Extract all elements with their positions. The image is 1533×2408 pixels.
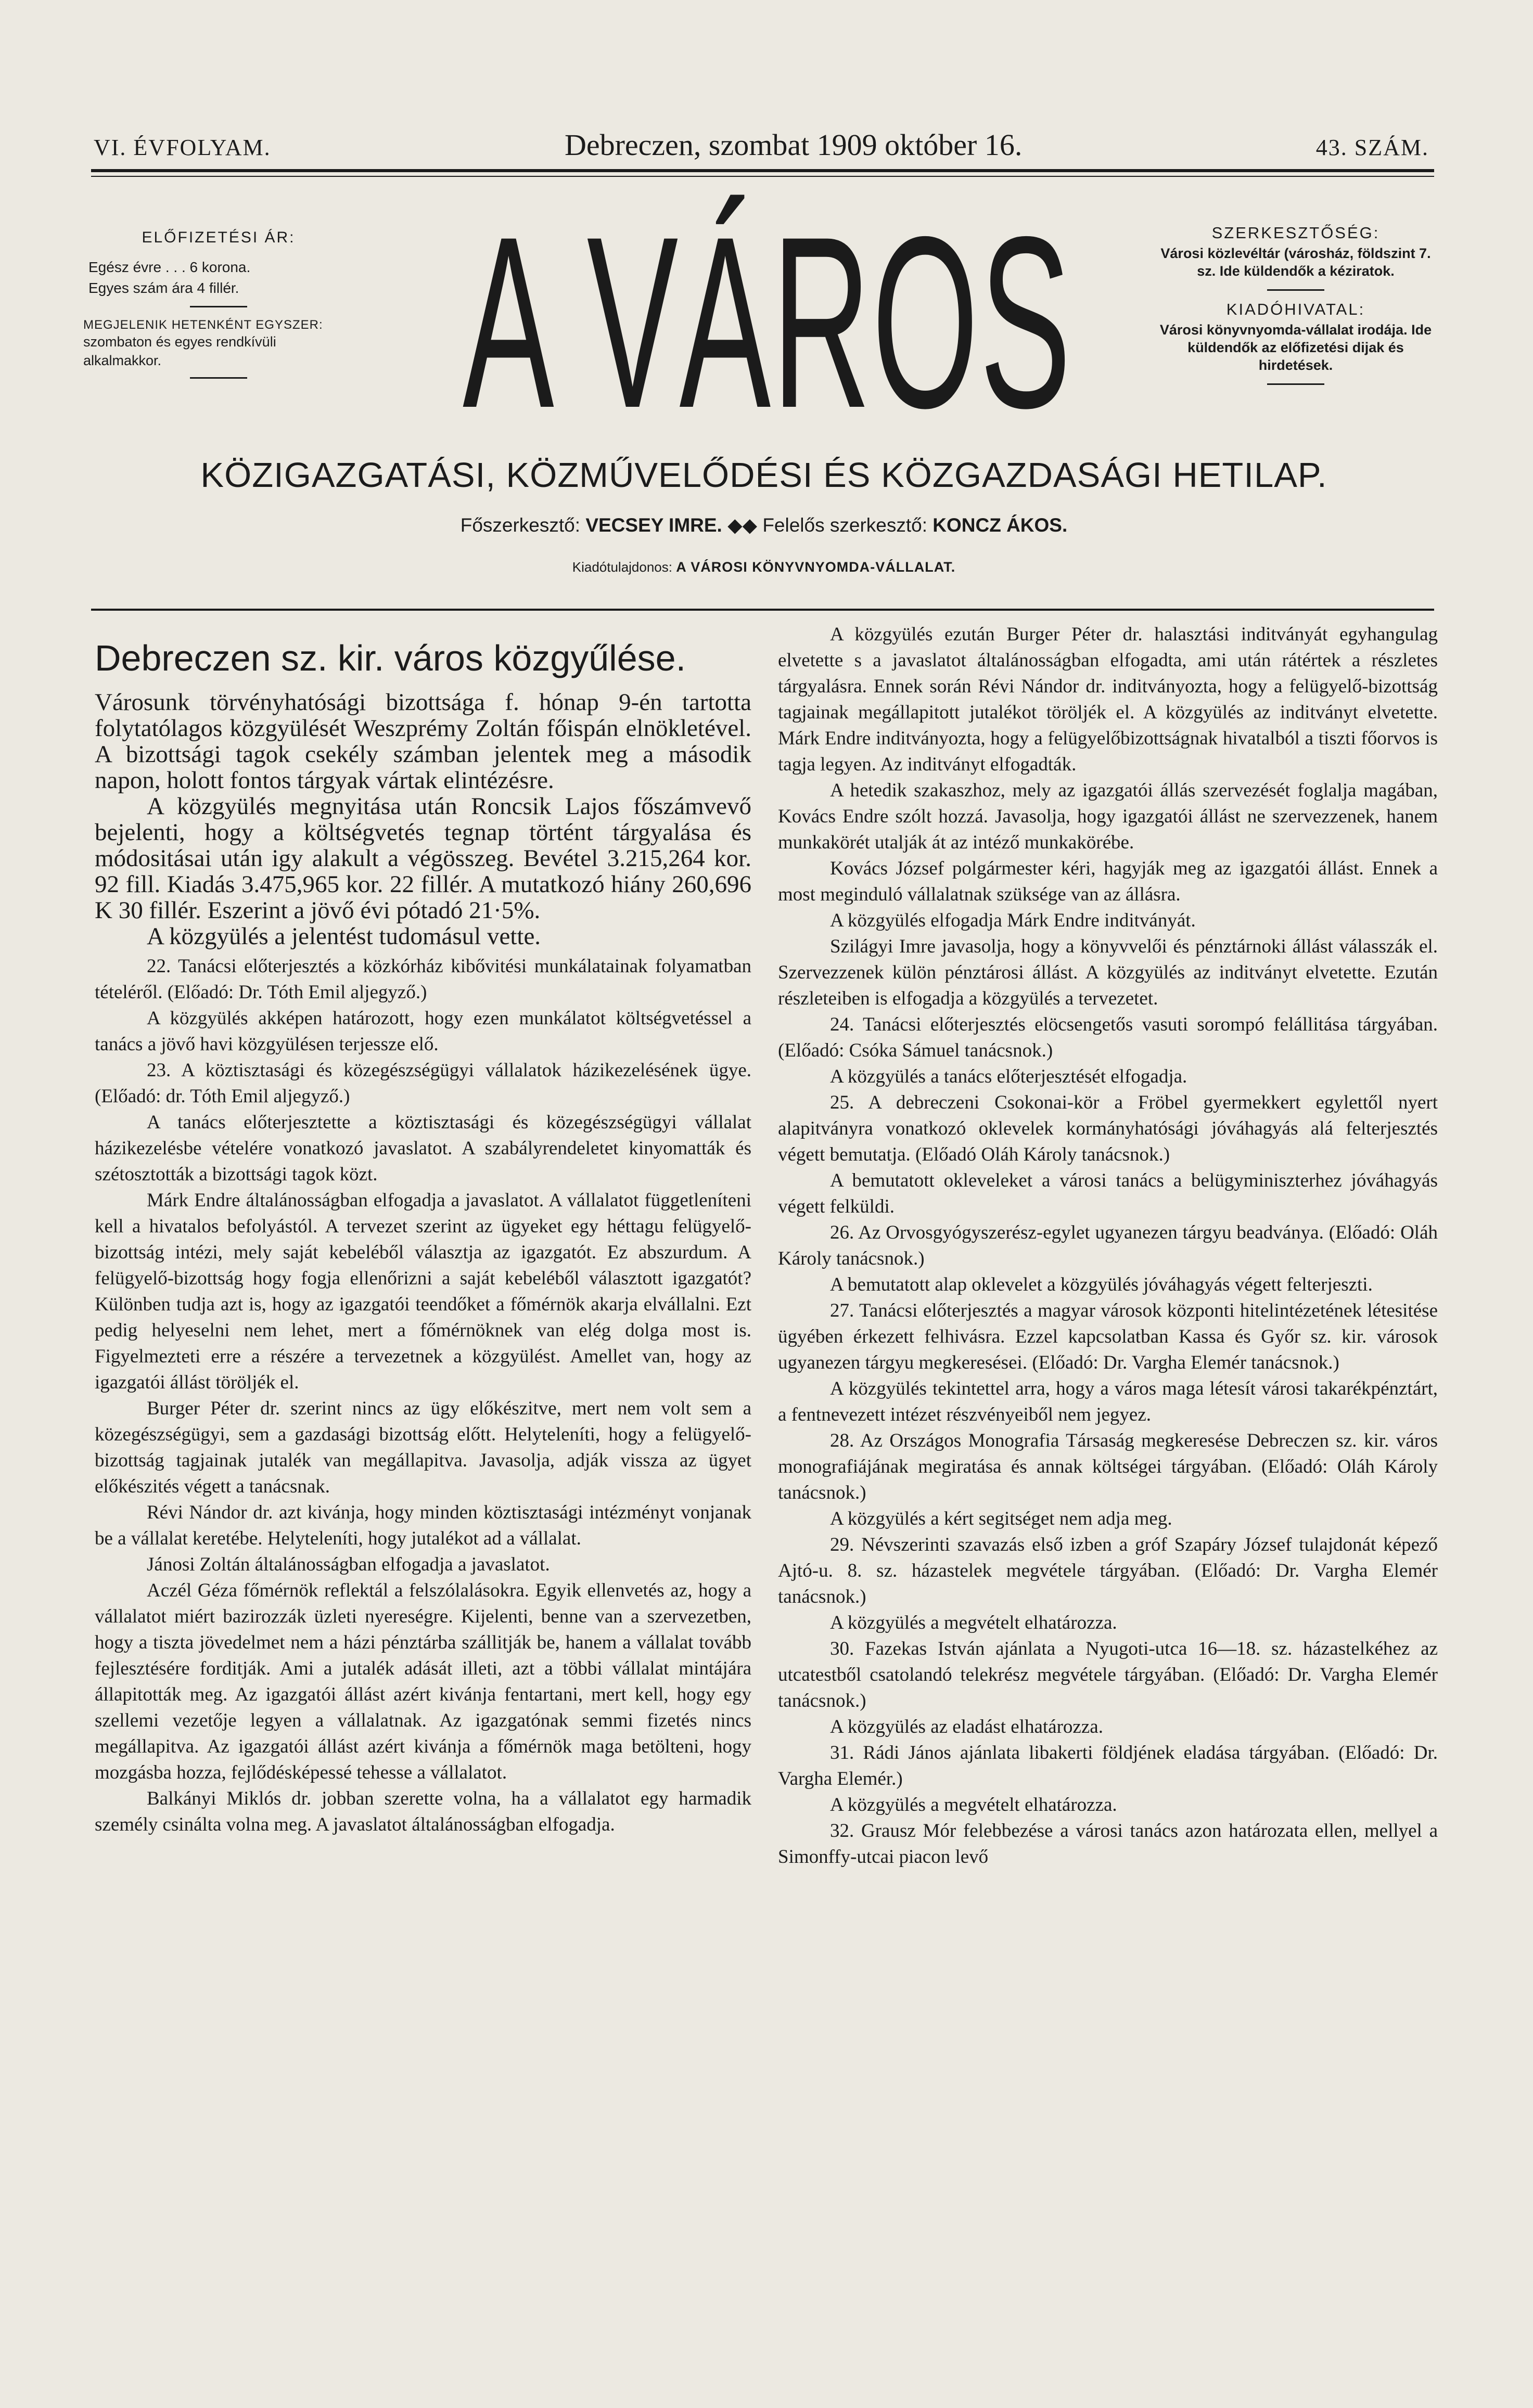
paragraph: A hetedik szakaszhoz, mely az igazgatói állás szervezését foglalja magában, Kovács Endre szólt hozzá. Javasolja, hogy igazgatói állást ne szervezzenek, hanem munkakörét utalják át az intéző munkakörébe. — [778, 780, 1438, 853]
paragraph: 26. Az Orvosgyógyszerész-egylet ugyanezen tárgyu beadványa. (Előadó: Oláh Károly tanácsnok.) — [778, 1222, 1438, 1269]
paragraph: Jánosi Zoltán általánosságban elfogadja a javaslatot. — [147, 1554, 550, 1575]
issue-number: 43. SZÁM. — [1315, 135, 1429, 160]
top-rule-thin — [91, 176, 1434, 177]
divider — [190, 306, 247, 307]
paragraph: 27. Tanácsi előterjesztés a magyar városok központi hitelintézetének létesitése ügyében érkezett felhivásra. Ezzel kapcsolatban Kassa és Győr sz. kir. városok ugyanezen tárgyu megkeresései. (Előadó: Dr. Vargha Elemér tanácsnok.) — [778, 1300, 1438, 1373]
paragraph: A közgyülés elfogadja Márk Endre inditványát. — [830, 910, 1196, 931]
editorial-office-box — [1150, 224, 1441, 394]
separator-icon: ◆◆ — [727, 514, 758, 536]
publisher-heading: KIADÓHIVATAL: — [1226, 300, 1365, 318]
paragraph: 30. Fazekas István ajánlata a Nyugoti-utca 16—18. sz. házastelkéhez az utcatestből csatolandó telekrész megvétele tárgyában. (Előadó: Dr. Vargha Elemér tanácsnok.) — [778, 1638, 1438, 1711]
editor-name: VECSEY IMRE. — [585, 514, 722, 536]
paragraph: A bemutatott okleveleket a városi tanács a belügyminiszterhez jóváhagyás végett felküldi. — [778, 1170, 1438, 1217]
paragraph: Burger Péter dr. szerint nincs az ügy előkészitve, mert nem volt sem a közegészségügyi, sem a gazdasági bizottság előtt. Helyteleníti, hogy a felügyelő-bizottság tagjainak jutalék van megállapitva. Javasolja, adják vissza az ügyet előkészités végett a tanácsnak. — [95, 1398, 751, 1497]
header-bottom-rule — [91, 609, 1434, 611]
editors-line — [78, 514, 1450, 536]
paragraph: Márk Endre általánosságban elfogadja a javaslatot. A vállalatot függetleníteni kell a hivatalos befolyástól. A tervezet szerint az ügyeket egy héttagu felügyelő-bizottság intézi, mely saját kebeléből választja az igazgatót. Ez abszurdum. A felügyelő-bizottság hogy fogja ellenőrizni a saját kebeléből választott igazgatót? Különben tudja azt is, hogy az igazgatói teendőket a főmérnök akarja elvállalni. Ezt pedig helyeselni nem lehet, mert a főmérnöknek van elég dolga most is. Figyelmezteti erre a részére a tervezetnek a közgyülést. Amellet van, hogy az igazgatói állást töröljék el. — [95, 1190, 751, 1393]
paragraph: A közgyülés ezután Burger Péter dr. halasztási inditványát egyhangulag elvetette s a javaslatot általánosságban elfogadta, ami után rátértek a részletes tárgyalásra. Ennek során Révi Nándor dr. inditványozta, hogy a felügyelő-bizottság tagjainak megállapitott jutalékot töröljék el. A közgyülés az inditványt elvetette. Márk Endre inditványozta, hogy a felügyelőbizottságnak hivatalból a tiszti főorvos is tagja legyen. Az inditványt elfogadták. — [778, 624, 1438, 775]
left-column — [95, 622, 751, 1838]
owner-line — [78, 559, 1450, 575]
paper-subtitle: KÖZIGAZGATÁSI, KÖZMŰVELŐDÉSI ÉS KÖZGAZDASÁGI HETILAP. — [200, 456, 1327, 495]
paragraph: 29. Névszerinti szavazás első izben a gróf Szapáry József tulajdonát képező Ajtó-u. 8. sz. házastelek megvétele tárgyában. (Előadó: Dr. Vargha Elemér tanácsnok.) — [778, 1534, 1438, 1607]
lead-paragraph-3: A közgyülés a jelentést tudomásul vette. — [147, 923, 541, 950]
paragraph: Szilágyi Imre javasolja, hogy a könyvvelői és pénztárnoki állást válasszák el. Szervezzenek külön pénztárosi állást. A közgyülés az inditványt elvetette. Ezután részleteiben is elfogadja a közgyülés a tervezetet. — [778, 936, 1438, 1009]
paragraph: Révi Nándor dr. azt kivánja, hogy minden köztisztasági intézményt vonjanak be a vállalat keretébe. Helyteleníti, hogy jutalékot ad a vállalat. — [95, 1502, 751, 1549]
subscription-box — [83, 229, 354, 386]
paragraph: 28. Az Országos Monografia Társaság megkeresése Debreczen sz. kir. város monografiájának megiratása és annak költségei tárgyában. (Előadó: Oláh Károly tanácsnok.) — [778, 1430, 1438, 1503]
paragraph: 24. Tanácsi előterjesztés elöcsengetős vasuti sorompó felállitása tárgyában. (Előadó: Csóka Sámuel tanácsnok.) — [778, 1014, 1438, 1061]
owner-label: Kiadótulajdonos: — [572, 559, 672, 575]
issue-line — [94, 127, 1429, 162]
divider — [190, 377, 247, 379]
appearance-heading: MEGJELENIK HETENKÉNT EGYSZER: — [83, 318, 323, 332]
paragraph: A közgyülés tekintettel arra, hogy a város maga létesít városi takarékpénztárt, a fentnevezett intézet részvényeiből nem jegyez. — [778, 1378, 1438, 1425]
paragraph: A közgyülés a kért segitséget nem adja meg. — [830, 1508, 1172, 1529]
paragraph: Kovács József polgármester kéri, hagyják meg az igazgatói állást. Ennek a most meginduló vállalatnak szüksége van az állásra. — [778, 858, 1438, 905]
editor-label: Főszerkesztő: — [460, 514, 581, 536]
paragraph: A közgyülés a megvételt elhatározza. — [830, 1794, 1117, 1815]
paragraph: Balkányi Miklós dr. jobban szerette volna, ha a vállalatot egy harmadik személy csinálta volna meg. A javaslatot általánosságban elfogadja. — [95, 1788, 751, 1835]
paragraph: A közgyülés a tanács előterjesztését elfogadja. — [830, 1066, 1187, 1087]
appearance-text: szombaton és egyes rendkívüli alkalmakkor. — [83, 334, 276, 368]
paragraph: A közgyülés az eladást elhatározza. — [830, 1716, 1103, 1737]
paragraph: 31. Rádi János ajánlata libakerti földjének eladása tárgyában. (Előadó: Dr. Vargha Elemér.) — [778, 1742, 1438, 1789]
paragraph: Aczél Géza főmérnök reflektál a felszólalásokra. Egyik ellenvetés az, hogy a vállalatot miért bazirozzák üzleti nyereségre. Kijelenti, benne van a szervezetben, hogy a tiszta jövedelmet nem a házi pénztárba szállitják be, hanem a vállalat tovább fejlesztésére forditják. Ami a jutalék adását illeti, azt a többi vállalat mintájára állapitották meg. Az igazgatói állást azért kivánja fentartani, mert kell, hogy egy szellemi vezetője legyen a vállalatnak. Az igazgatónak semmi fizetés nincs megállapitva. Az igazgatói állást azért kivánja a főmérnök maga betölteni, hogy mozgásba hozza, fejlődésképessé tehesse a vállalatot. — [95, 1580, 751, 1783]
divider — [1267, 383, 1324, 385]
paragraph: 23. A köztisztasági és közegészségügyi vállalatok házikezelésének ügye. (Előadó: dr. Tóth Emil aljegyző.) — [95, 1060, 751, 1107]
date-line: Debreczen, szombat 1909 október 16. — [564, 128, 1023, 162]
publisher-text: Városi könyvnyomda-vállalat irodája. Ide küldendők az előfizetési dijak és hirdetések. — [1159, 322, 1432, 373]
divider — [1267, 289, 1324, 291]
paragraph: 22. Tanácsi előterjesztés a közkórház kibővitési munkálatainak folyamatban tételéről. (Előadó: Dr. Tóth Emil aljegyző.) — [95, 956, 751, 1003]
paragraph: A közgyülés a megvételt elhatározza. — [830, 1612, 1117, 1633]
paragraph: A közgyülés akképen határozott, hogy ezen munkálatot költségvetéssel a tanács a jövő havi közgyülésen terjessze elő. — [95, 1008, 751, 1055]
masthead-title: A VÁROS — [463, 186, 1072, 459]
owner-name: A VÁROSI KÖNYVNYOMDA-VÁLLALAT. — [676, 559, 956, 575]
volume-label: VI. ÉVFOLYAM. — [94, 135, 271, 160]
lead-paragraph-1: Városunk törvényhatósági bizottsága f. hónap 9-én tartotta folytatólagos közgyülését Weszprémy Zoltán főispán elnökletével. A bizottsági tagok csekély számban jelentek meg a második napon, holott fontos tárgyak vártak elintézésre. — [95, 689, 751, 794]
paragraph: A bemutatott alap oklevelet a közgyülés jóváhagyás végett felterjeszti. — [830, 1274, 1373, 1295]
paragraph: 32. Grausz Mór felebbezése a városi tanács azon határozata ellen, mellyel a Simonffy-utcai piacon levő — [778, 1820, 1438, 1868]
resp-editor-name: KONCZ ÁKOS. — [932, 514, 1068, 536]
right-column — [778, 622, 1438, 1870]
top-rule-thick — [91, 169, 1434, 172]
editorial-heading: SZERKESZTŐSÉG: — [1211, 224, 1380, 242]
editorial-text: Városi közlevéltár (városház, földszint 7. sz. Ide küldendők a kéziratok. — [1160, 246, 1431, 279]
article-headline: Debreczen sz. kir. város közgyűlése. — [95, 638, 686, 678]
subscription-single-price: Egyes szám ára 4 fillér. — [88, 280, 239, 296]
subscription-year-price: Egész évre . . . 6 korona. — [88, 259, 251, 275]
paragraph: 25. A debreczeni Csokonai-kör a Fröbel gyermekkert egylettől nyert alapitványra vonatkozó oklevelek kormányhatósági jóváhagyás alá felterjesztés végett bemutatja. (Előadó Oláh Károly tanácsnok.) — [778, 1092, 1438, 1165]
resp-editor-label: Felelős szerkesztő: — [762, 514, 927, 536]
lead-paragraph-2: A közgyülés megnyitása után Roncsik Lajos főszámvevő bejelenti, hogy a költségvetés tegnap történt tárgyalása és módositásai után igy alakult a végösszeg. Bevétel 3.215,264 kor. 92 fill. Kiadás 3.475,965 kor. 22 fillér. A mutatkozó hiány 260,696 K 30 fillér. Eszerint a jövő évi pótadó 21·5%. — [95, 793, 751, 924]
paragraph: A tanács előterjesztette a köztisztasági és közegészségügyi vállalat házikezelésbe vételére vonatkozó javaslatot. A szabályrendeletet kinyomatták és szétosztották a bizottsági tagok közt. — [95, 1112, 751, 1185]
subscription-heading: ELŐFIZETÉSI ÁR: — [142, 229, 296, 246]
